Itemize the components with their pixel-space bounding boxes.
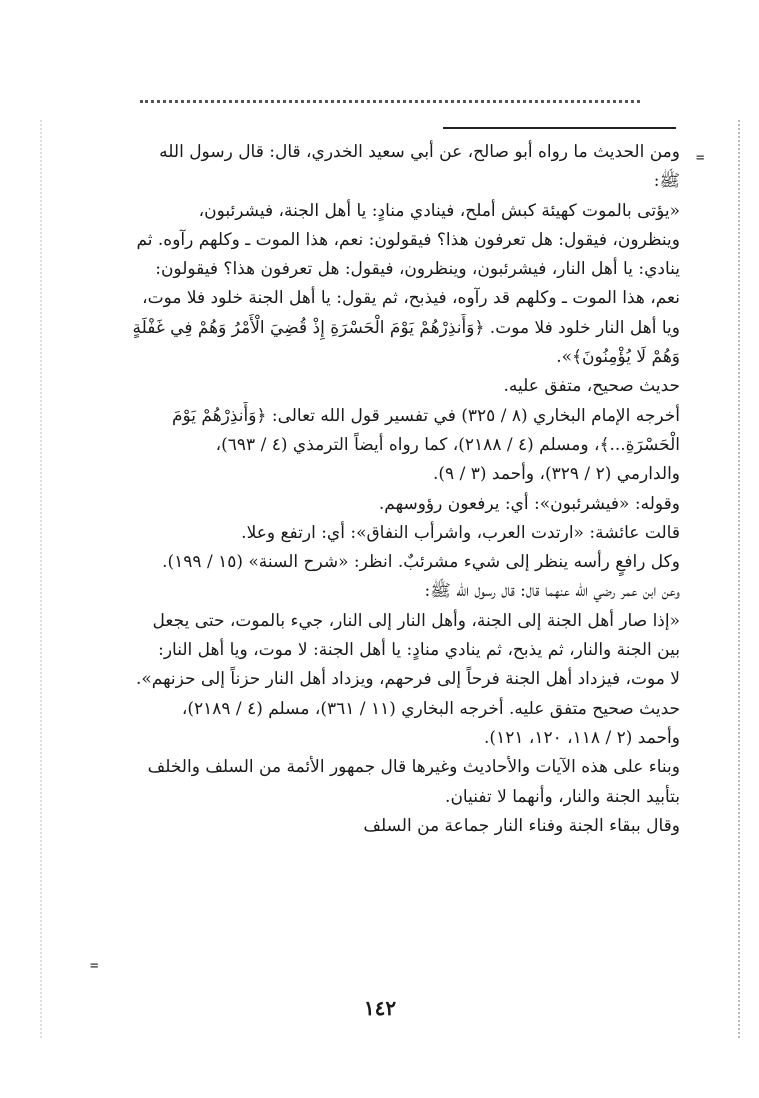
text-line: حديث صحيح، متفق عليه. (503, 376, 680, 397)
text-line: «يؤتى بالموت كهيئة كبش أملح، فينادي منادٍ: يا أهل الجنة، فيشرئبون، (198, 200, 680, 221)
right-margin-dots (738, 120, 740, 1038)
text-line: ﷺ: (653, 171, 680, 192)
text-line: وكل رافعٍ رأسه ينظر إلى شيء مشرئبٌ. انظر: «شرح السنة» (١٥ / ١٩٩). (162, 552, 680, 573)
text-line: وأحمد (٢ / ١١٨، ١٢٠، ١٢١). (484, 727, 680, 748)
text-line: وبناء على هذه الآيات والأحاديث وغيرها قال جمهور الأئمة من السلف والخلف (147, 757, 680, 778)
text-line: وقال ببقاء الجنة وفناء النار جماعة من السلف (363, 815, 680, 836)
text-line: أخرجه الإمام البخاري (٨ / ٣٢٥) في تفسير قول الله تعالى: ﴿وَأَنذِرْهُمْ يَوْمَ (171, 405, 680, 426)
text-line: قالت عائشة: «ارتدت العرب، واشرأب النفاق»: أي: ارتفع وعلا. (241, 522, 680, 543)
page-text-block (100, 138, 680, 841)
text-line: وَهُمْ لَا يُؤْمِنُونَ﴾». (556, 347, 680, 368)
continuation-mark-bottom: = (90, 958, 99, 974)
text-line: نعم، هذا الموت ـ وكلهم قد رآوه، فيذبح، ثم يقول: يا أهل الجنة خلود فلا موت، (142, 288, 680, 309)
text-line: حديث صحيح متفق عليه. أخرجه البخاري (١١ / ٣٦١)، مسلم (٤ / ٢١٨٩)، (181, 698, 680, 719)
text-line: والدارمي (٢ / ٣٢٩)، وأحمد (٣ / ٩). (432, 464, 680, 485)
text-line: ينادي: يا أهل النار، فيشرئبون، وينظرون، فيقول: هل تعرفون هذا؟ فيقولون: (155, 259, 680, 280)
text-line: بتأبيد الجنة والنار، وأنهما لا تفنيان. (445, 786, 680, 807)
footnote-separator-rule (443, 127, 676, 129)
text-line: وقوله: «فيشرئبون»: أي: يرفعون رؤوسهم. (378, 493, 680, 514)
text-line: ومن الحديث ما رواه أبو صالح، عن أبي سعيد الخدري، قال: قال رسول الله (159, 142, 680, 162)
text-line: ويا أهل النار خلود فلا موت. ﴿وَأَنذِرْهُمْ يَوْمَ الْحَسْرَةِ إِذْ قُضِيَ الْأَمْرُ وَهُمْ فِي غَفْلَةٍ (132, 317, 680, 338)
continuation-mark-top: = (696, 150, 705, 166)
text-line: الْحَسْرَةِ...﴾، ومسلم (٤ / ٢١٨٨)، كما رواه أيضاً الترمذي (٤ / ٦٩٣)، (215, 434, 680, 455)
text-line: بين الجنة والنار، ثم يذبح، ثم ينادي منادٍ: يا أهل الجنة: لا موت، ويا أهل النار: (158, 640, 680, 661)
text-line: وعن ابن عمر رضي الله عنهما قال: قال رسول الله ﷺ: (424, 581, 680, 602)
page-number: ١٤٢ (363, 996, 397, 1020)
text-line: «إذا صار أهل الجنة إلى الجنة، وأهل النار إلى النار، جيء بالموت، حتى يجعل (152, 610, 680, 631)
top-dotted-border (140, 100, 640, 109)
text-line: وينظرون، فيقول: هل تعرفون هذا؟ فيقولون: نعم، هذا الموت ـ وكلهم رآوه. ثم (136, 229, 680, 250)
text-line: لا موت، فيزداد أهل الجنة فرحاً إلى فرحهم، ويزداد أهل النار حزناً إلى حزنهم». (135, 669, 680, 690)
left-margin-dots (40, 120, 42, 1038)
